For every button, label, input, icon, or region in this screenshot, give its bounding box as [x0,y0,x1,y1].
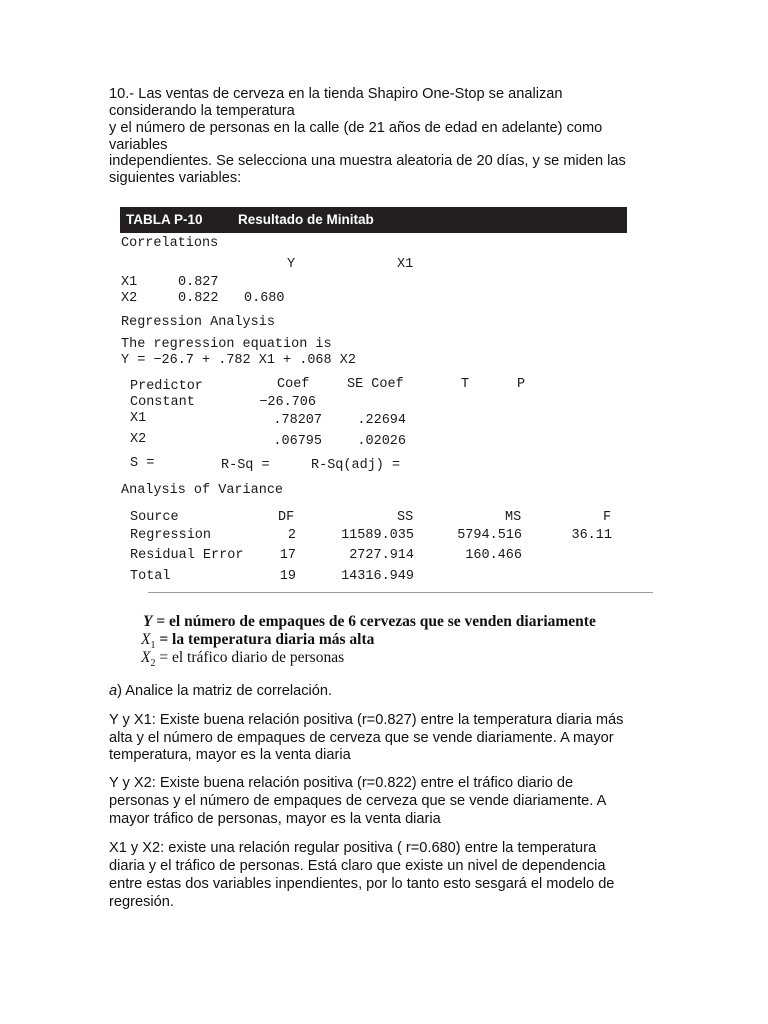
answer-line: personas y el número de empaques de cerveza que se vende diariamente. A [109,793,607,809]
symbol-y: Y [143,613,153,630]
coef-header-coef: Coef [277,377,310,392]
anova-cell-df: 17 [279,548,296,563]
table-header-label: TABLA P-10 [126,212,203,227]
table-bottom-rule [148,592,653,593]
answer-line: mayor tráfico de personas, mayor es la venta diaria [109,811,441,827]
anova-row-source: Residual Error [130,548,244,563]
anova-cell-ms: 160.466 [465,548,522,563]
anova-header-source: Source [130,510,179,525]
fit-rsq: R-Sq = [221,458,270,473]
corr-row-label: X1 [121,275,138,290]
definition-x1-text: = la temperatura diaria más alta [155,631,375,648]
answer-line: Y y X1: Existe buena relación positiva (r=0.827) entre la temperatura diaria más [109,712,624,728]
corr-col-y: Y [287,257,296,272]
anova-cell-df: 2 [287,528,296,543]
corr-cell: 0.827 [178,275,219,290]
question-text: ) Analice la matriz de correlación. [117,683,333,699]
answer-line: temperatura, mayor es la venta diaria [109,747,351,763]
anova-row-source: Regression [130,528,212,543]
coef-row-predictor: X2 [130,432,147,447]
answer-line: diaria y el tráfico de personas. Está claro que existe un nivel de dependencia [109,858,606,874]
symbol-x1-sub: 1 [150,640,156,652]
definition-x2-text: = el tráfico diario de personas [155,649,345,666]
coef-row-predictor: Constant [130,395,195,410]
answer-line: regresión. [109,894,174,910]
answer-line: entre estas dos variables inpendientes, por lo tanto esto sesgará el modelo de [109,876,615,892]
correlations-title: Correlations [121,236,219,251]
anova-header-df: DF [278,510,295,525]
coef-header-predictor: Predictor [130,379,203,394]
corr-row-label: X2 [121,291,138,306]
answer-line: X1 y X2: existe una relación regular positiva ( r=0.680) entre la temperatura [109,840,597,856]
corr-cell: 0.680 [244,291,285,306]
coef-row-coef: −26.706 [259,395,316,410]
intro-line: siguientes variables: [109,170,242,186]
intro-line: considerando la temperatura [109,103,295,119]
fit-rsq-adj: R-Sq(adj) = [311,458,401,473]
anova-cell-ss: 14316.949 [341,569,414,584]
anova-cell-ss: 2727.914 [349,548,414,563]
coef-row-secoef: .02026 [357,434,406,449]
answer-line: alta y el número de empaques de cerveza que se vende diariamente. A mayor [109,730,614,746]
definition-y [143,613,596,631]
anova-cell-df: 19 [279,569,296,584]
regression-equation: Y = −26.7 + .782 X1 + .068 X2 [121,353,356,368]
definition-x2 [141,649,344,669]
symbol-x2-sub: 2 [150,658,156,670]
anova-header-ms: MS [505,510,522,525]
regression-title: Regression Analysis [121,315,275,330]
table-header-bar [120,207,627,233]
coef-row-predictor: X1 [130,411,147,426]
answer-line: Y y X2: Existe buena relación positiva (r=0.822) entre el tráfico diario de [109,775,574,791]
anova-row-source: Total [130,569,171,584]
fit-s: S = [130,456,155,471]
corr-col-x1: X1 [397,257,414,272]
table-header-title: Resultado de Minitab [238,212,374,227]
question-letter: a [109,683,118,699]
coef-row-coef: .78207 [273,413,322,428]
intro-line: y el número de personas en la calle (de 21 años de edad en adelante) como [109,120,603,136]
coef-row-secoef: .22694 [357,413,406,428]
intro-line: 10.- Las ventas de cerveza en la tienda Shapiro One-Stop se analizan [109,86,563,102]
anova-cell-ss: 11589.035 [341,528,414,543]
anova-header-f: F [603,510,612,525]
question-a [109,683,669,700]
coef-header-t: T [461,377,470,392]
anova-header-ss: SS [397,510,414,525]
anova-title: Analysis of Variance [121,483,284,498]
definition-y-text: = el número de empaques de 6 cervezas que se venden diariamente [152,613,596,630]
anova-cell-f: 36.11 [571,528,612,543]
symbol-x2: X [141,649,151,666]
coef-header-p: P [517,377,526,392]
equation-intro: The regression equation is [121,337,332,352]
intro-line: independientes. Se selecciona una muestra aleatoria de 20 días, y se miden las [109,153,626,169]
coef-header-secoef: SE Coef [347,377,404,392]
corr-cell: 0.822 [178,291,219,306]
anova-cell-ms: 5794.516 [457,528,522,543]
coef-row-coef: .06795 [273,434,322,449]
symbol-x1: X [141,631,151,648]
intro-line: variables [109,137,168,153]
